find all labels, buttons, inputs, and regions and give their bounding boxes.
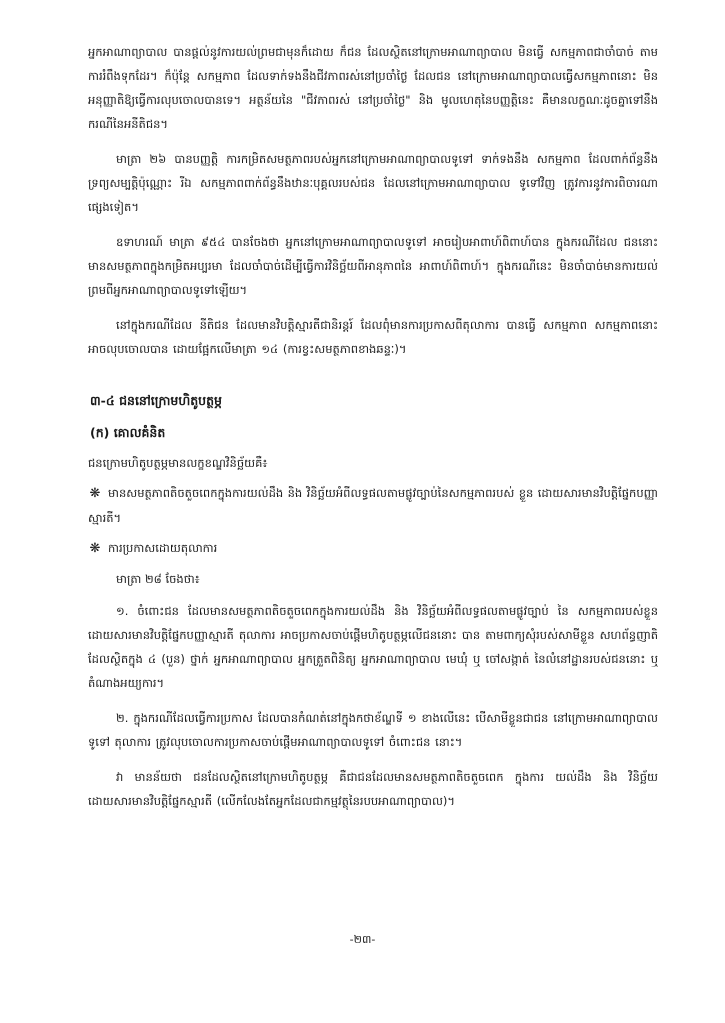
article-reference: មាត្រា ២៨ ចែងថា៖ [116, 572, 200, 586]
body-paragraph: នៅក្នុងករណីដែល នីតិជន ដែលមានវិបត្តិស្មារតីជានិរន្តរ៍ ដែលពុំមានការប្រកាសពីតុលាការ បានធ្វើ សកម្មភាព សកម្មភាពនោះ អាចលុបចោលបាន ដោយផ្អែកលើមាត្រា ១៤ (ការខ្វះសមត្ថភាពខាងឆន្ទៈ)។ [88, 318, 658, 356]
body-paragraph: មាត្រា ២៦ បានបញ្ញត្តិ ការកម្រិតសមត្ថភាពរបស់អ្នកនៅក្រោមអាណាព្យាបាលទូទៅ ទាក់ទងនឹង សកម្មភាព ដែលពាក់ព័ន្ធនឹងទ្រព្យសម្បត្តិប៉ុណ្ណោះ រីឯ សកម្មភាពពាក់ព័ន្ធនឹងឋានៈបុគ្គលរបស់ជន ដែលនៅក្រោមអាណាព្យាបាល ទូទៅវិញ ត្រូវការនូវការពិចារណាផ្សេងទៀត។ [88, 152, 658, 214]
criteria-bullet-text: មានសមត្ថភាពតិចតួចពេកក្នុងការយល់ដឹង និង វិនិច្ឆ័យអំពីលទ្ធផលតាមផ្លូវច្បាប់នៃសកម្មភាពរបស់ ខ្លួន ដោយសារមានវិបត្តិផ្នែកបញ្ញាស្មារតី។ [88, 486, 658, 525]
page-body [88, 40, 658, 824]
body-paragraph: វា មានន័យថា ជនដែលស្ថិតនៅក្រោមហិតូបត្ថម្ភ គឺជាជនដែលមានសមត្ថភាពតិចតួចពេក ក្នុងការ យល់ដឹង និង វិនិច្ឆ័យ ដោយសារមានវិបត្តិផ្នែកស្មារតី (លើកលែងតែអ្នកដែលជាកម្មវត្ថុនៃរបបអាណាព្យាបាល)។ [88, 770, 658, 808]
page-number: -២៣- [349, 933, 376, 946]
sub-heading: (ក) គោលគំនិត [90, 425, 166, 440]
flower-bullet-icon: ❋ [89, 541, 101, 556]
section-heading: ៣-៤ ជននៅក្រោមហិតូបត្ថម្ភ [90, 393, 222, 408]
body-paragraph: ២. ក្នុងករណីដែលធ្វើការប្រកាស ដែលបានកំណត់នៅក្នុងកថាខ័ណ្ឌទី ១ ខាងលើនេះ បើសាមីខ្លួនជាជន នៅក្រោមអាណាព្យាបាលទូទៅ តុលាការ ត្រូវលុបចោលការប្រកាសចាប់ផ្ដើមអាណាព្យាបាលទូទៅ ចំពោះជន នោះ។ [88, 711, 658, 749]
criteria-bullet [88, 481, 658, 530]
body-paragraph: ឧទាហរណ៍ មាត្រា ៩៥៤ បានចែងថា អ្នកនៅក្រោមអាណាព្យាបាលទូទៅ អាចរៀបអាពាហ៍ពិពាហ៍បាន ក្នុងករណីដែល ជននោះ មានសមត្ថភាពក្នុងកម្រិតអប្បរមា ដែលចាំបាច់ដើម្បីធ្វើការវិនិច្ឆ័យពីអានុភាពនៃ អាពាហ៍ពិពាហ៍។ ក្នុងករណីនេះ មិនចាំបាច់មានការយល់ព្រមពីអ្នកអាណាព្យាបាលទូទៅឡើយ។ [88, 235, 658, 297]
criteria-bullet-text: ការប្រកាសដោយតុលាការ [108, 541, 218, 555]
body-paragraph: អ្នកអាណាព្យាបាល បានផ្ដល់នូវការយល់ព្រមជាមុនក៏ដោយ ក៏ជន ដែលស្ថិតនៅក្រោមអាណាព្យាបាល មិនធ្វើ សកម្មភាពជាចាំបាច់ តាមការរំពឹងទុកដែរ។ ក៏ប៉ុន្តែ សកម្មភាព ដែលទាក់ទងនឹងជីវភាពរស់នៅប្រចាំថ្ងៃ ដែលជន នៅក្រោមអាណាព្យាបាលធ្វើសកម្មភាពនោះ មិនអនុញ្ញាតិឱ្យធ្វើការលុបចោលបានទេ។ អត្ថន័យនៃ "ជីវភាពរស់ នៅប្រចាំថ្ងៃ" និង មូលហេតុនៃបញ្ញត្តិនេះ គឺមានលក្ខណៈដូចគ្នាទៅនឹងករណីនៃអនីតិជន។ [88, 45, 658, 131]
intro-line: ជនក្រោមហិតូបត្ថម្ភមានលក្ខខណ្ឌវិនិច្ឆ័យគឺ៖ [88, 456, 268, 470]
criteria-bullet [88, 536, 658, 561]
body-paragraph: ១. ចំពោះជន ដែលមានសមត្ថភាពតិចតួចពេកក្នុងការយល់ដឹង និង វិនិច្ឆ័យអំពីលទ្ធផលតាមផ្លូវច្បាប់ នៃ សកម្មភាពរបស់ខ្លួន ដោយសារមានវិបត្តិផ្នែកបញ្ញាស្មារតី តុលាការ អាចប្រកាសចាប់ផ្ដើមហិតូបត្ថម្ភលើជននោះ បាន តាមពាក្យសុំរបស់សាមីខ្លួន សហព័ន្ធញាតិ ដែលស្ថិតក្នុង ៤ (បួន) ថ្នាក់ អ្នកអាណាព្យាបាល អ្នកត្រួតពិនិត្យ អ្នកអាណាព្យាបាល មេឃុំ ឬ ចៅសង្កាត់ នៃលំនៅដ្ឋានរបស់ជននោះ ឬ តំណាងអយ្យការ។ [88, 604, 658, 690]
flower-bullet-icon: ❋ [89, 486, 101, 501]
